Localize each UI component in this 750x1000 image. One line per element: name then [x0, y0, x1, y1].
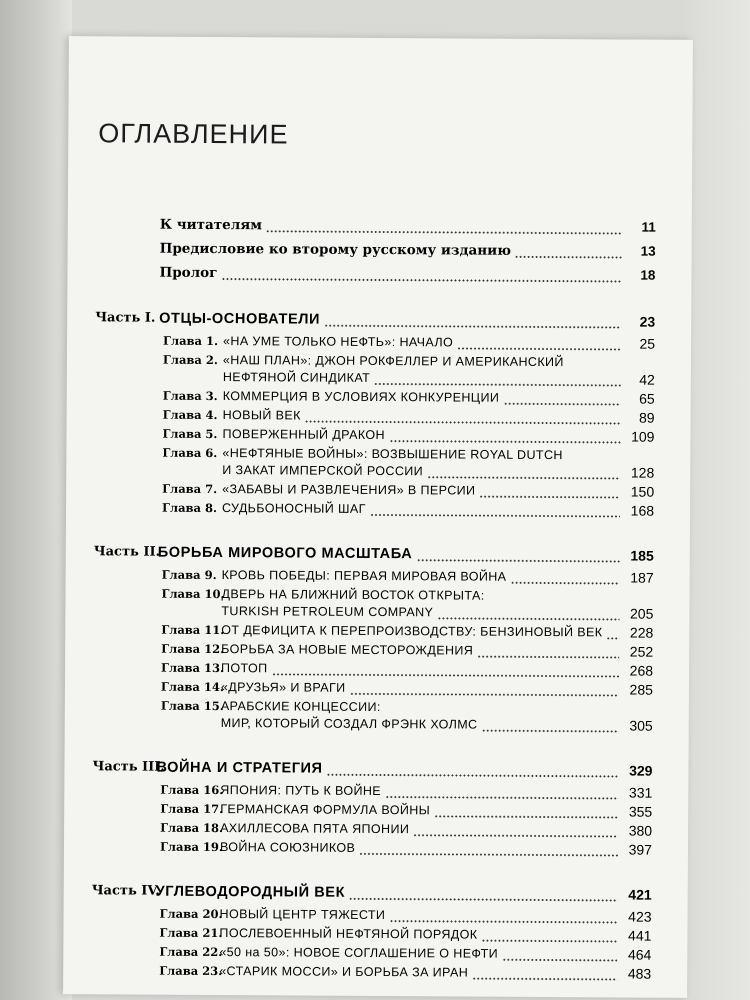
table-of-contents	[91, 216, 656, 982]
dot-leader	[510, 582, 619, 585]
chapter-title: «СТАРИК МОССИ» И БОРЬБА ЗА ИРАН	[219, 964, 469, 980]
chapter-label: Глава 11.	[161, 622, 225, 638]
chapter-title-line2: МИР, КОТОРЫЙ СОЗДАЛ ФРЭНК ХОЛМС	[220, 716, 478, 732]
chapter-title-line2: TURKISH PETROLEUM COMPANY	[221, 604, 434, 620]
chapter-title: НОВЫЙ ЦЕНТР ТЯЖЕСТИ	[219, 907, 386, 923]
dot-leader	[349, 898, 618, 902]
dot-leader	[437, 617, 619, 620]
page-number: 464	[627, 946, 652, 963]
page-number: 89	[638, 409, 655, 426]
dot-leader	[222, 278, 622, 282]
page-number: 228	[629, 624, 654, 641]
chapter-title: «НЕФТЯНЫЕ ВОЙНЫ»: ВОЗВЫШЕНИЕ ROYAL DUTCH	[222, 446, 563, 463]
page-number: 42	[639, 371, 655, 388]
page-number: 268	[629, 662, 654, 679]
chapter-entry	[93, 585, 653, 624]
chapter-title: ЯПОНИЯ: ПУТЬ К ВОЙНЕ	[220, 783, 382, 799]
chapter-title: КРОВЬ ПОБЕДЫ: ПЕРВАЯ МИРОВАЯ ВОЙНА	[221, 568, 507, 584]
dot-leader	[350, 693, 619, 697]
chapter-title: АРАБСКИЕ КОНЦЕССИИ:	[220, 699, 381, 715]
chapter-label: Глава 15.	[160, 698, 224, 714]
entry-title: К читателям	[159, 216, 263, 234]
page-number: 252	[629, 643, 654, 660]
chapter-label: Глава 20.	[159, 906, 223, 922]
dot-leader	[266, 230, 622, 234]
part-title: БОРЬБА МИРОВОГО МАСШТАБА	[157, 544, 413, 563]
entry-title: Предисловие ко второму русскому изданию	[159, 240, 512, 259]
background-right	[686, 0, 750, 1000]
chapter-label: Глава 8.	[162, 500, 218, 516]
background-left	[0, 0, 72, 1000]
chapter-title: ДВЕРЬ НА БЛИЖНИЙ ВОСТОК ОТКРЫТА:	[221, 587, 485, 603]
page-number: 205	[630, 605, 654, 622]
page-number: 380	[628, 822, 653, 839]
page-number: 187	[630, 569, 654, 586]
page-number: 18	[640, 267, 656, 283]
book-page	[63, 36, 693, 998]
dot-leader	[374, 383, 621, 387]
chapter-label: Глава 13.	[161, 660, 225, 676]
chapter-title-line2: НЕФТЯНОЙ СИНДИКАТ	[222, 370, 371, 385]
chapter-label: Глава 2.	[162, 352, 218, 368]
dot-leader	[327, 774, 619, 778]
page-number: 331	[628, 784, 653, 801]
dot-leader	[324, 325, 621, 329]
dot-leader	[502, 959, 617, 962]
dot-leader	[482, 940, 618, 943]
chapter-label: Глава 18.	[160, 820, 224, 836]
part-label: Часть II.	[93, 544, 161, 560]
chapter-label: Глава 7.	[162, 481, 218, 497]
chapter-label: Глава 1.	[163, 333, 219, 349]
chapter-label: Глава 22.	[159, 944, 223, 960]
chapter-label: Глава 14.	[160, 679, 224, 695]
chapter-label: Глава 6.	[162, 445, 218, 461]
page-number: 185	[630, 547, 654, 564]
dot-leader	[434, 815, 618, 818]
chapter-label: Глава 9.	[161, 567, 217, 583]
chapter-label: Глава 23.	[159, 963, 223, 979]
dot-leader	[457, 347, 621, 350]
page-number: 128	[630, 464, 655, 481]
page-title: ОГЛАВЛЕНИЕ	[98, 118, 289, 150]
chapter-label: Глава 16.	[160, 782, 224, 798]
chapter-title: НОВЫЙ ВЕК	[222, 408, 301, 423]
page-number: 25	[639, 335, 656, 352]
chapter-label: Глава 19.	[159, 839, 223, 855]
chapter-entry	[95, 351, 655, 390]
part-title: ОТЦЫ-ОСНОВАТЕЛИ	[159, 310, 321, 328]
dot-leader	[472, 978, 617, 981]
chapter-title: ВОЙНА СОЮЗНИКОВ	[219, 840, 356, 855]
page-number: 397	[628, 841, 653, 858]
chapter-label: Глава 10.	[161, 586, 225, 602]
dot-leader	[389, 920, 617, 923]
chapter-title: АХИЛЛЕСОВА ПЯТА ЯПОНИИ	[220, 821, 410, 837]
chapter-label: Глава 3.	[162, 388, 218, 404]
dot-leader	[482, 730, 619, 733]
chapter-label: Глава 5.	[162, 426, 218, 442]
dot-leader	[389, 440, 620, 443]
dot-leader	[515, 256, 622, 259]
page-number: 168	[630, 502, 655, 519]
chapter-entry	[91, 962, 651, 984]
part-label: Часть IV.	[91, 883, 160, 899]
toc-entry	[96, 216, 656, 243]
chapter-entry	[93, 697, 653, 736]
chapter-title: «НАШ ПЛАН»: ДЖОН РОКФЕЛЛЕР И АМЕРИКАНСКИЙ	[222, 353, 564, 370]
page-number: 109	[631, 428, 655, 445]
chapter-title: ОТ ДЕФИЦИТА К ПЕРЕПРОИЗВОДСТВУ: БЕНЗИНОВЫЙ ВЕК	[221, 623, 603, 640]
page-number: 329	[629, 762, 653, 779]
page-number: 423	[628, 908, 652, 925]
page-number: 65	[639, 390, 655, 407]
chapter-label: Глава 4.	[162, 407, 218, 423]
dot-leader	[477, 656, 619, 659]
chapter-title: ПОВЕРЖЕННЫЙ ДРАКОН	[222, 427, 385, 443]
dot-leader	[272, 673, 619, 677]
part-label: Часть III.	[92, 759, 165, 775]
chapter-title-line2: И ЗАКАТ ИМПЕРСКОЙ РОССИИ	[222, 463, 424, 479]
dot-leader	[479, 496, 620, 499]
chapter-entry	[94, 499, 654, 521]
part-title: ВОЙНА И СТРАТЕГИЯ	[156, 759, 323, 777]
chapter-title: «ДРУЗЬЯ» И ВРАГИ	[220, 680, 346, 695]
chapter-title: ПОТОП	[221, 661, 268, 676]
chapter-label: Глава 21.	[159, 925, 223, 941]
page-number: 421	[628, 886, 652, 903]
chapter-title: СУДЬБОНОСНЫЙ ШАГ	[222, 501, 366, 516]
toc-entry	[96, 240, 656, 267]
chapter-title: «НА УМЕ ТОЛЬКО НЕФТЬ»: НАЧАЛО	[223, 334, 454, 350]
page-number: 23	[639, 313, 656, 330]
dot-leader	[370, 514, 620, 518]
chapter-title: «50 на 50»: НОВОЕ СОГЛАШЕНИЕ О НЕФТИ	[219, 945, 499, 961]
page-number: 285	[629, 681, 653, 698]
chapter-title: КОММЕРЦИЯ В УСЛОВИЯХ КОНКУРЕНЦИИ	[222, 389, 500, 405]
chapter-entry	[94, 444, 654, 483]
entry-title: Пролог	[159, 264, 218, 282]
chapter-title: ГЕРМАНСКАЯ ФОРМУЛА ВОЙНЫ	[220, 802, 431, 818]
chapter-entry	[92, 838, 652, 860]
dot-leader	[385, 796, 618, 799]
page-number: 13	[640, 243, 656, 259]
dot-leader	[606, 637, 619, 639]
chapter-title: «ЗАБАВЫ И РАЗВЛЕЧЕНИЯ» В ПЕРСИИ	[222, 482, 476, 498]
dot-leader	[427, 476, 620, 479]
page-number: 150	[630, 483, 655, 500]
page-number: 483	[627, 965, 652, 982]
dot-leader	[305, 421, 621, 425]
chapter-label: Глава 17.	[160, 801, 224, 817]
dot-leader	[359, 853, 618, 857]
chapter-title: БОРЬБА ЗА НОВЫЕ МЕСТОРОЖДЕНИЯ	[221, 642, 474, 658]
page-number: 305	[629, 717, 653, 734]
page-number: 441	[628, 927, 652, 944]
part-label: Часть I.	[95, 310, 156, 326]
dot-leader	[413, 834, 618, 837]
dot-leader	[503, 403, 620, 406]
dot-leader	[416, 559, 619, 562]
chapter-title: ПОСЛЕВОЕННЫЙ НЕФТЯНОЙ ПОРЯДОК	[219, 926, 478, 942]
part-title: УГЛЕВОДОРОДНЫЙ ВЕК	[155, 883, 346, 901]
chapter-label: Глава 12.	[161, 641, 225, 657]
page-number: 355	[628, 803, 653, 820]
page-number: 11	[641, 219, 656, 235]
toc-entry	[95, 264, 655, 291]
